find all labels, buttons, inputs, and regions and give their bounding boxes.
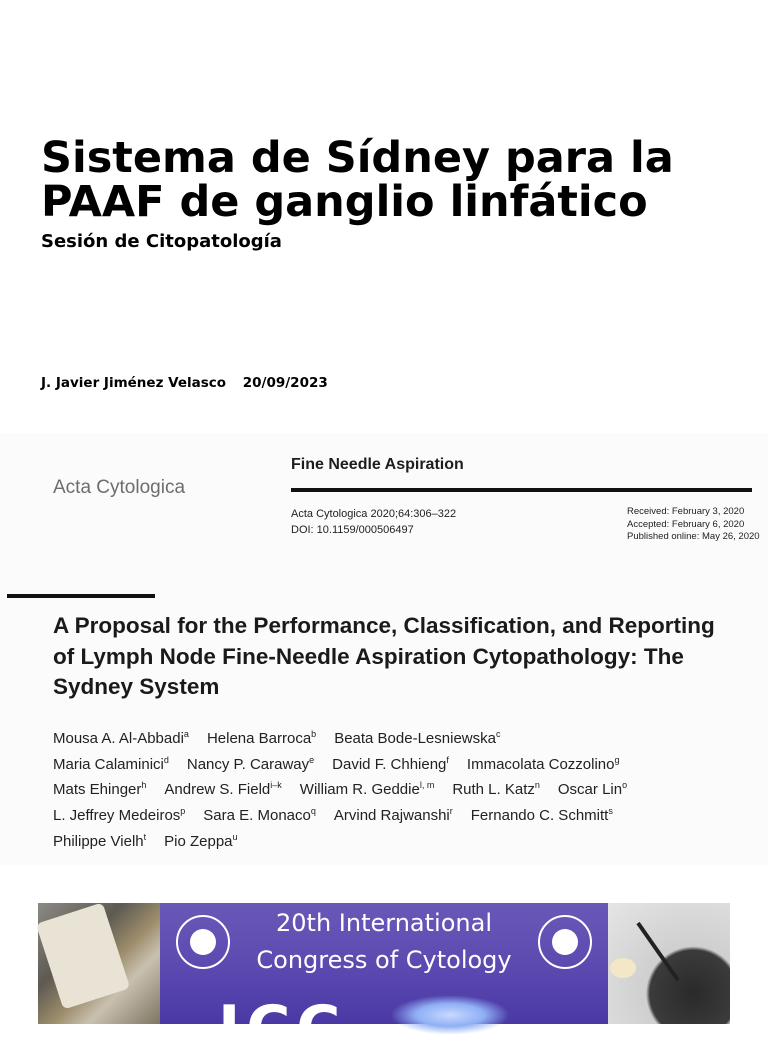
food-photo-left xyxy=(38,903,160,1024)
author-name: Pio Zeppa xyxy=(164,833,233,850)
journal-name: Acta Cytologica xyxy=(53,477,186,498)
title-divider xyxy=(7,594,155,598)
author-name: Ruth L. Katz xyxy=(452,781,535,798)
author-name: Fernando C. Schmitt xyxy=(470,807,609,824)
congress-title-line1: 20th International xyxy=(276,909,492,937)
author-entry xyxy=(334,807,453,824)
doi-line: DOI: 10.1159/000506497 xyxy=(291,524,414,536)
author-date-line xyxy=(41,375,328,391)
slide-subtitle: Sesión de Citopatología xyxy=(41,231,282,252)
author-entry xyxy=(558,781,627,798)
author-entry xyxy=(332,756,449,773)
affiliation-marker: h xyxy=(141,780,147,790)
author-name: Nancy P. Caraway xyxy=(186,756,310,773)
affiliation-marker: g xyxy=(614,755,620,765)
paper-title: A Proposal for the Performance, Classification, and Reporting of Lymph Node Fine-Needle Aspiration Cytopathology: The Sydney System xyxy=(53,613,715,699)
accepted-date: Accepted: February 6, 2020 xyxy=(627,518,745,530)
author-name: Helena Barroca xyxy=(206,730,312,747)
affiliation-marker: a xyxy=(183,729,189,739)
food-photo-right xyxy=(608,903,730,1024)
affiliation-marker: p xyxy=(180,806,186,816)
author-name: William R. Geddie xyxy=(299,781,420,798)
author-entry xyxy=(53,781,146,798)
section-divider xyxy=(291,488,752,492)
author-name: Arvind Rajwanshi xyxy=(333,807,450,824)
author-name: J. Javier Jiménez Velasco xyxy=(41,375,227,391)
egg-shape xyxy=(610,958,636,978)
affiliation-marker: f xyxy=(446,755,449,765)
author-entry xyxy=(203,807,316,824)
icc-swoosh-graphic xyxy=(390,995,510,1035)
author-entry xyxy=(467,756,620,773)
author-name: Maria Calaminici xyxy=(53,756,164,773)
affiliation-marker: t xyxy=(143,832,147,842)
congress-banner xyxy=(38,903,730,1063)
author-row xyxy=(53,755,638,773)
affiliation-marker: b xyxy=(311,729,317,739)
author-name: Philippe Vielh xyxy=(53,833,144,850)
author-entry xyxy=(207,730,316,747)
presentation-date: 20/09/2023 xyxy=(242,375,328,391)
author-entry xyxy=(300,781,435,798)
author-name: Mousa A. Al-Abbadi xyxy=(53,730,184,747)
citation-line: Acta Cytologica 2020;64:306–322 xyxy=(291,508,457,520)
slide-title: Sistema de Sídney para la PAAF de ganglio linfático xyxy=(41,133,674,227)
author-name: L. Jeffrey Medeiros xyxy=(53,807,181,824)
author-entry xyxy=(164,781,281,798)
author-name: Sara E. Monaco xyxy=(203,807,311,824)
congress-panel xyxy=(160,903,608,1063)
author-entry xyxy=(334,730,500,747)
author-name: David F. Chhieng xyxy=(332,756,447,773)
paper-header-image xyxy=(0,433,768,865)
author-name: Oscar Lin xyxy=(557,781,623,798)
author-row xyxy=(53,806,631,824)
affiliation-marker: u xyxy=(232,832,238,842)
received-date: Received: February 3, 2020 xyxy=(627,506,745,517)
author-entry xyxy=(53,833,146,850)
plate-shape xyxy=(36,902,130,1009)
affiliation-marker: n xyxy=(534,780,540,790)
author-row xyxy=(53,729,518,747)
author-name: Andrew S. Field xyxy=(164,781,271,798)
citation-block xyxy=(291,506,456,538)
section-name: Fine Needle Aspiration xyxy=(291,456,464,473)
affiliation-marker: q xyxy=(310,806,316,816)
affiliation-marker: l, m xyxy=(419,780,435,790)
publication-dates xyxy=(627,506,760,544)
author-entry xyxy=(53,807,185,824)
affiliation-marker: o xyxy=(622,780,628,790)
author-row xyxy=(53,832,256,850)
congress-title-line2: Congress of Cytology xyxy=(256,946,512,974)
affiliation-marker: e xyxy=(309,755,315,765)
author-entry xyxy=(452,781,540,798)
published-date: Published online: May 26, 2020 xyxy=(627,531,760,542)
author-row xyxy=(53,780,645,798)
author-entry xyxy=(471,807,613,824)
author-entry xyxy=(164,833,237,850)
author-name: Beata Bode-Lesniewska xyxy=(334,730,496,747)
author-entry xyxy=(53,730,189,747)
affiliation-marker: i–k xyxy=(270,780,282,790)
affiliation-marker: r xyxy=(449,806,453,816)
author-entry xyxy=(53,756,169,773)
author-entry xyxy=(187,756,314,773)
affiliation-marker: c xyxy=(495,729,501,739)
author-name: Immacolata Cozzolino xyxy=(466,756,615,773)
affiliation-marker: s xyxy=(608,806,613,816)
icc-logo: ICC xyxy=(218,993,347,1063)
affiliation-marker: d xyxy=(163,755,169,765)
author-name: Mats Ehinger xyxy=(53,781,142,798)
chopstick-shape xyxy=(636,922,679,982)
